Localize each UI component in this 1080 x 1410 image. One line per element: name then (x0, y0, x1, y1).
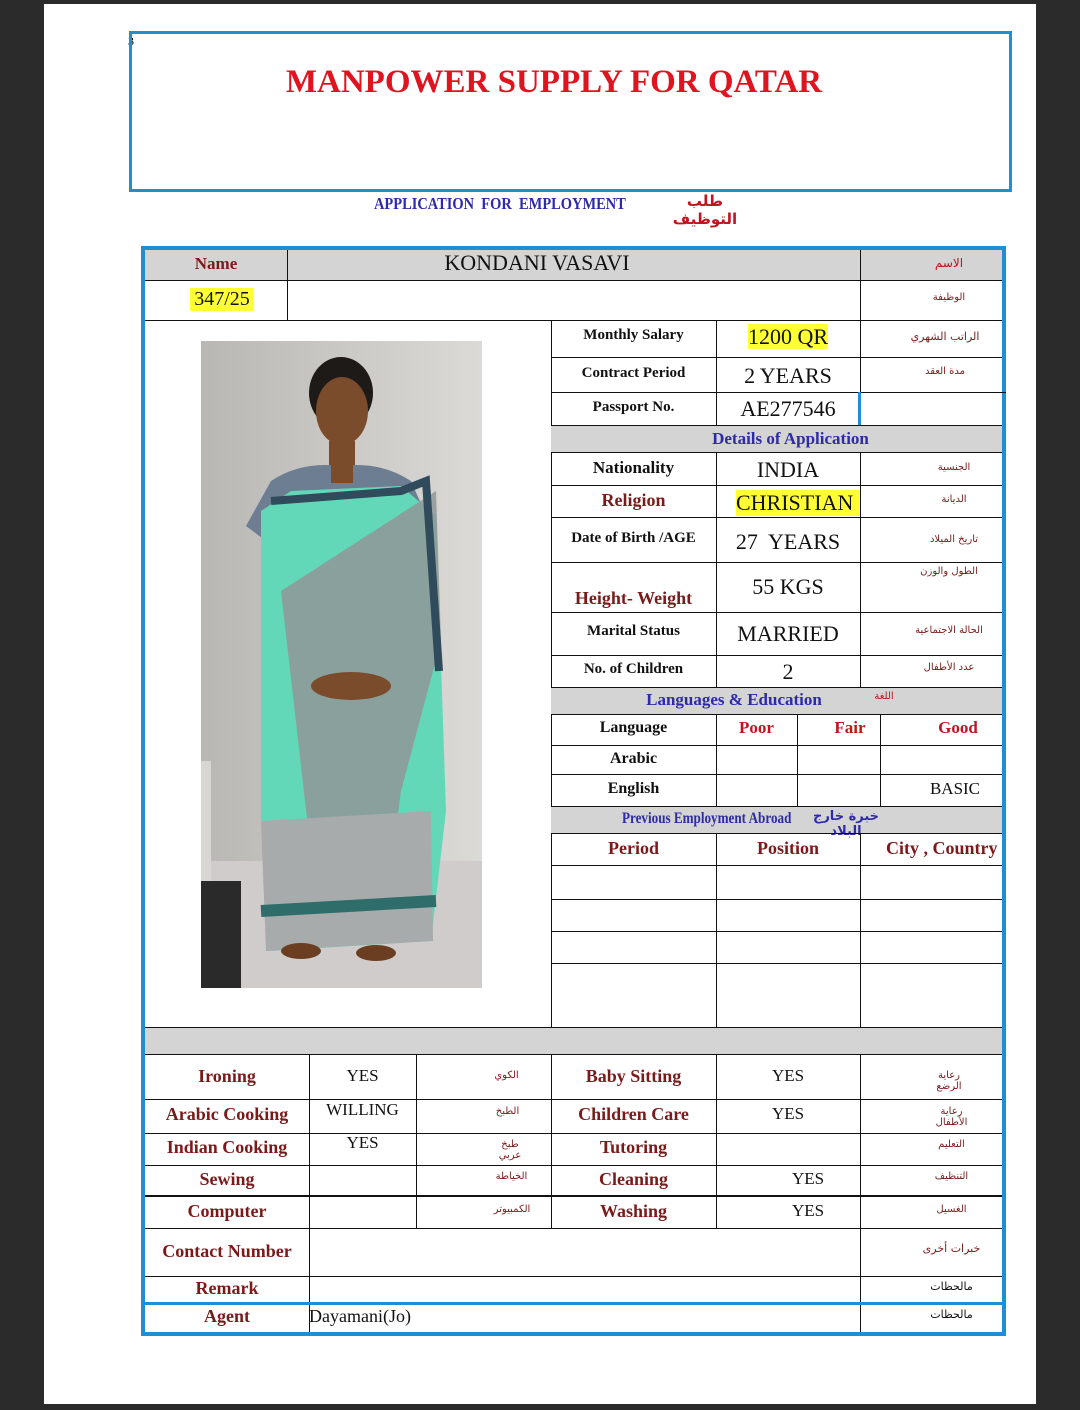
skill-indian-cooking-arabic: طبخ عربي (498, 1139, 522, 1161)
monthly-salary-text: 1200 QR (747, 324, 829, 349)
city-country-header: City , Country (886, 838, 998, 858)
skill-washing-arabic: الغسيل (936, 1204, 967, 1215)
skill-cleaning-value: YES (791, 1169, 825, 1188)
skill-baby-sitting-value: YES (771, 1066, 805, 1085)
agent-row-divider (145, 1302, 1002, 1305)
ref-arabic: الوظيفة (932, 292, 966, 303)
period-header: Period (608, 838, 659, 858)
skill-washing-value: YES (791, 1201, 825, 1220)
skill-baby-sitting-label: Baby Sitting (585, 1066, 682, 1086)
skill-cleaning-arabic: التنظيف (934, 1171, 969, 1182)
dob-age-arabic: تاريخ الميلاد (929, 534, 979, 545)
skill-sewing-label: Sewing (199, 1169, 255, 1189)
nationality-value: INDIA (756, 457, 820, 482)
agent-arabic: مالحظات (930, 1308, 973, 1321)
skill-cleaning-label: Cleaning (598, 1169, 668, 1189)
nationality-arabic: الجنسية (937, 462, 971, 473)
poor-header: Poor (739, 718, 774, 737)
language-header: Language (599, 719, 668, 736)
skill-children-care-label: Children Care (578, 1104, 689, 1124)
height-weight-value: 55 KGS (752, 574, 824, 599)
agent-label: Agent (204, 1306, 250, 1326)
remark-label: Remark (195, 1278, 259, 1298)
passport-value: AE277546 (740, 396, 836, 421)
skill-indian-cooking-value: YES (346, 1133, 379, 1152)
marital-status-arabic: الحالة الاجتماعية (915, 625, 983, 636)
dob-age-label: Date of Birth /AGE (571, 530, 696, 546)
contract-period-value: 2 YEARS (744, 363, 832, 388)
skill-computer-arabic: الكمبيوتر (493, 1204, 531, 1215)
skill-washing-label: Washing (599, 1201, 668, 1221)
skill-arabic-cooking-value: WILLING (326, 1100, 399, 1119)
page-number: 3 (128, 34, 134, 48)
religion-arabic: الديانة (941, 494, 967, 505)
application-subtitle-arabic: طلب التوظيف (672, 192, 738, 228)
passport-label: Passport No. (592, 399, 675, 415)
skill-arabic-cooking-arabic: الطبخ (495, 1106, 520, 1117)
language-row-arabic: Arabic (609, 750, 658, 767)
skill-indian-cooking-label: Indian Cooking (166, 1137, 288, 1157)
religion-value: CHRISTIAN (736, 490, 860, 516)
skill-arabic-cooking-label: Arabic Cooking (165, 1104, 289, 1124)
position-header: Position (756, 838, 819, 858)
form-title: MANPOWER SUPPLY FOR QATAR (285, 64, 823, 100)
agent-value: Dayamani(Jo) (309, 1306, 411, 1326)
skill-sewing-arabic: الخياطة (495, 1171, 528, 1182)
skill-ironing-arabic: الكوي (494, 1070, 519, 1081)
height-weight-label: Height- Weight (574, 588, 693, 608)
details-section-title: Details of Application (712, 429, 869, 448)
nationality-label: Nationality (592, 458, 675, 477)
name-arabic: الاسم (934, 256, 964, 270)
name-value: KONDANI VASAVI (444, 250, 630, 275)
good-header: Good (938, 718, 978, 737)
skills-separator-bar (145, 1028, 1002, 1054)
applicant-photo-image (201, 341, 482, 988)
children-arabic: عدد الأطفال (923, 662, 975, 673)
marital-status-value: MARRIED (737, 621, 839, 646)
children-value: 2 (782, 659, 794, 684)
skill-tutoring-arabic: التعليم (938, 1139, 965, 1150)
marital-status-label: Marital Status (587, 623, 680, 639)
language-row-english: English (607, 780, 660, 797)
skill-tutoring-label: Tutoring (599, 1137, 668, 1157)
applicant-photo (201, 341, 482, 988)
application-form-page (44, 4, 1036, 1404)
employment-section-title: Previous Employment Abroad (622, 810, 792, 827)
height-weight-arabic: الطول والوزن (920, 566, 978, 577)
fair-header: Fair (834, 718, 866, 737)
children-label: No. of Children (583, 661, 684, 677)
remark-arabic: مالحظات (930, 1280, 973, 1293)
languages-section-arabic: اللغة (874, 691, 894, 702)
skill-baby-sitting-arabic: رعاية الرضع (936, 1070, 962, 1092)
languages-section-title: Languages & Education (646, 690, 822, 709)
skill-children-care-value: YES (771, 1104, 805, 1123)
header-box (129, 31, 1012, 192)
contact-number-label: Contact Number (162, 1241, 292, 1261)
name-label: Name (194, 254, 238, 273)
contract-period-label: Contract Period (581, 365, 686, 381)
contract-period-arabic: مدة العقد (925, 366, 965, 377)
skill-ironing-label: Ironing (198, 1066, 256, 1086)
employment-section-arabic: خبرة خارج البلاد (812, 809, 880, 839)
dob-age-value: 27 YEARS (735, 529, 841, 554)
language-row-english-good: BASIC (929, 779, 981, 798)
skill-children-care-arabic: رعاية الأطفال (935, 1106, 968, 1128)
skill-ironing-value: YES (346, 1066, 379, 1085)
religion-label: Religion (601, 490, 666, 510)
monthly-salary-arabic: الراتب الشهري (910, 330, 980, 343)
monthly-salary-value (716, 324, 860, 350)
monthly-salary-label: Monthly Salary (583, 327, 684, 343)
contact-number-arabic: خبرات أخرى (922, 1242, 981, 1255)
skill-computer-label: Computer (187, 1201, 267, 1221)
reference-number: 347/25 (190, 288, 254, 311)
application-subtitle: APPLICATION FOR EMPLOYMENT (374, 194, 626, 213)
